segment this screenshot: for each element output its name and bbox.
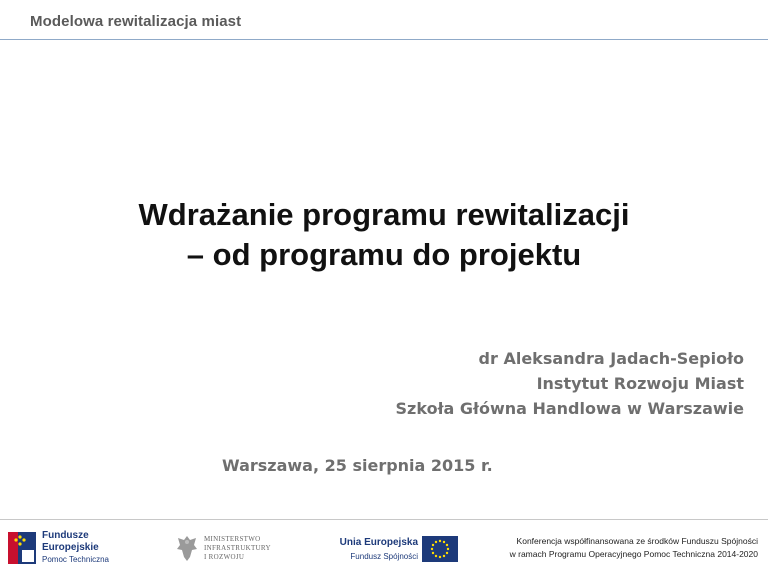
ministry-line-1: MINISTERSTWO (204, 535, 261, 543)
polish-eagle-icon (176, 533, 198, 563)
author-institute: Instytut Rozwoju Miast (536, 374, 744, 393)
title-line-2: – od programu do projektu (186, 237, 582, 272)
fe-name-line-2: Europejskie (42, 542, 99, 553)
fundusze-europejskie-mark-icon (6, 528, 38, 568)
fe-subtitle: Pomoc Techniczna (42, 555, 109, 564)
ue-text (340, 536, 418, 564)
cofinancing-note (458, 535, 758, 561)
cofinancing-note-line-2: w ramach Programu Operacyjnego Pomoc Techniczna 2014-2020 (509, 549, 758, 559)
ministry-line-3: I ROZWOJU (204, 553, 245, 561)
fundusze-europejskie-text (42, 530, 109, 566)
fundusze-europejskie-logo (6, 528, 146, 570)
author-school: Szkoła Główna Handlowa w Warszawie (395, 399, 744, 418)
date-location: Warszawa, 25 sierpnia 2015 r. (222, 456, 493, 475)
presentation-title (0, 195, 768, 275)
eu-flag-icon (422, 536, 458, 562)
ue-fund: Fundusz Spójności (350, 552, 418, 561)
header-title: Modelowa rewitalizacja miast (30, 13, 242, 30)
ministry-logo (176, 533, 286, 567)
ue-name: Unia Europejska (339, 537, 418, 548)
footer-logos (0, 520, 768, 576)
author-block (396, 346, 744, 421)
slide-header (0, 0, 768, 40)
header-divider (0, 39, 768, 40)
fe-name-line-1: Fundusze (42, 530, 89, 541)
unia-europejska-logo (333, 534, 458, 568)
cofinancing-note-line-1: Konferencja współfinansowana ze środków Funduszu Spójności (516, 536, 758, 546)
title-line-1: Wdrażanie programu rewitalizacji (138, 197, 630, 232)
ministry-text (204, 535, 271, 562)
author-name: dr Aleksandra Jadach-Sepioło (478, 349, 744, 368)
ministry-line-2: INFRASTRUKTURY (204, 544, 271, 552)
